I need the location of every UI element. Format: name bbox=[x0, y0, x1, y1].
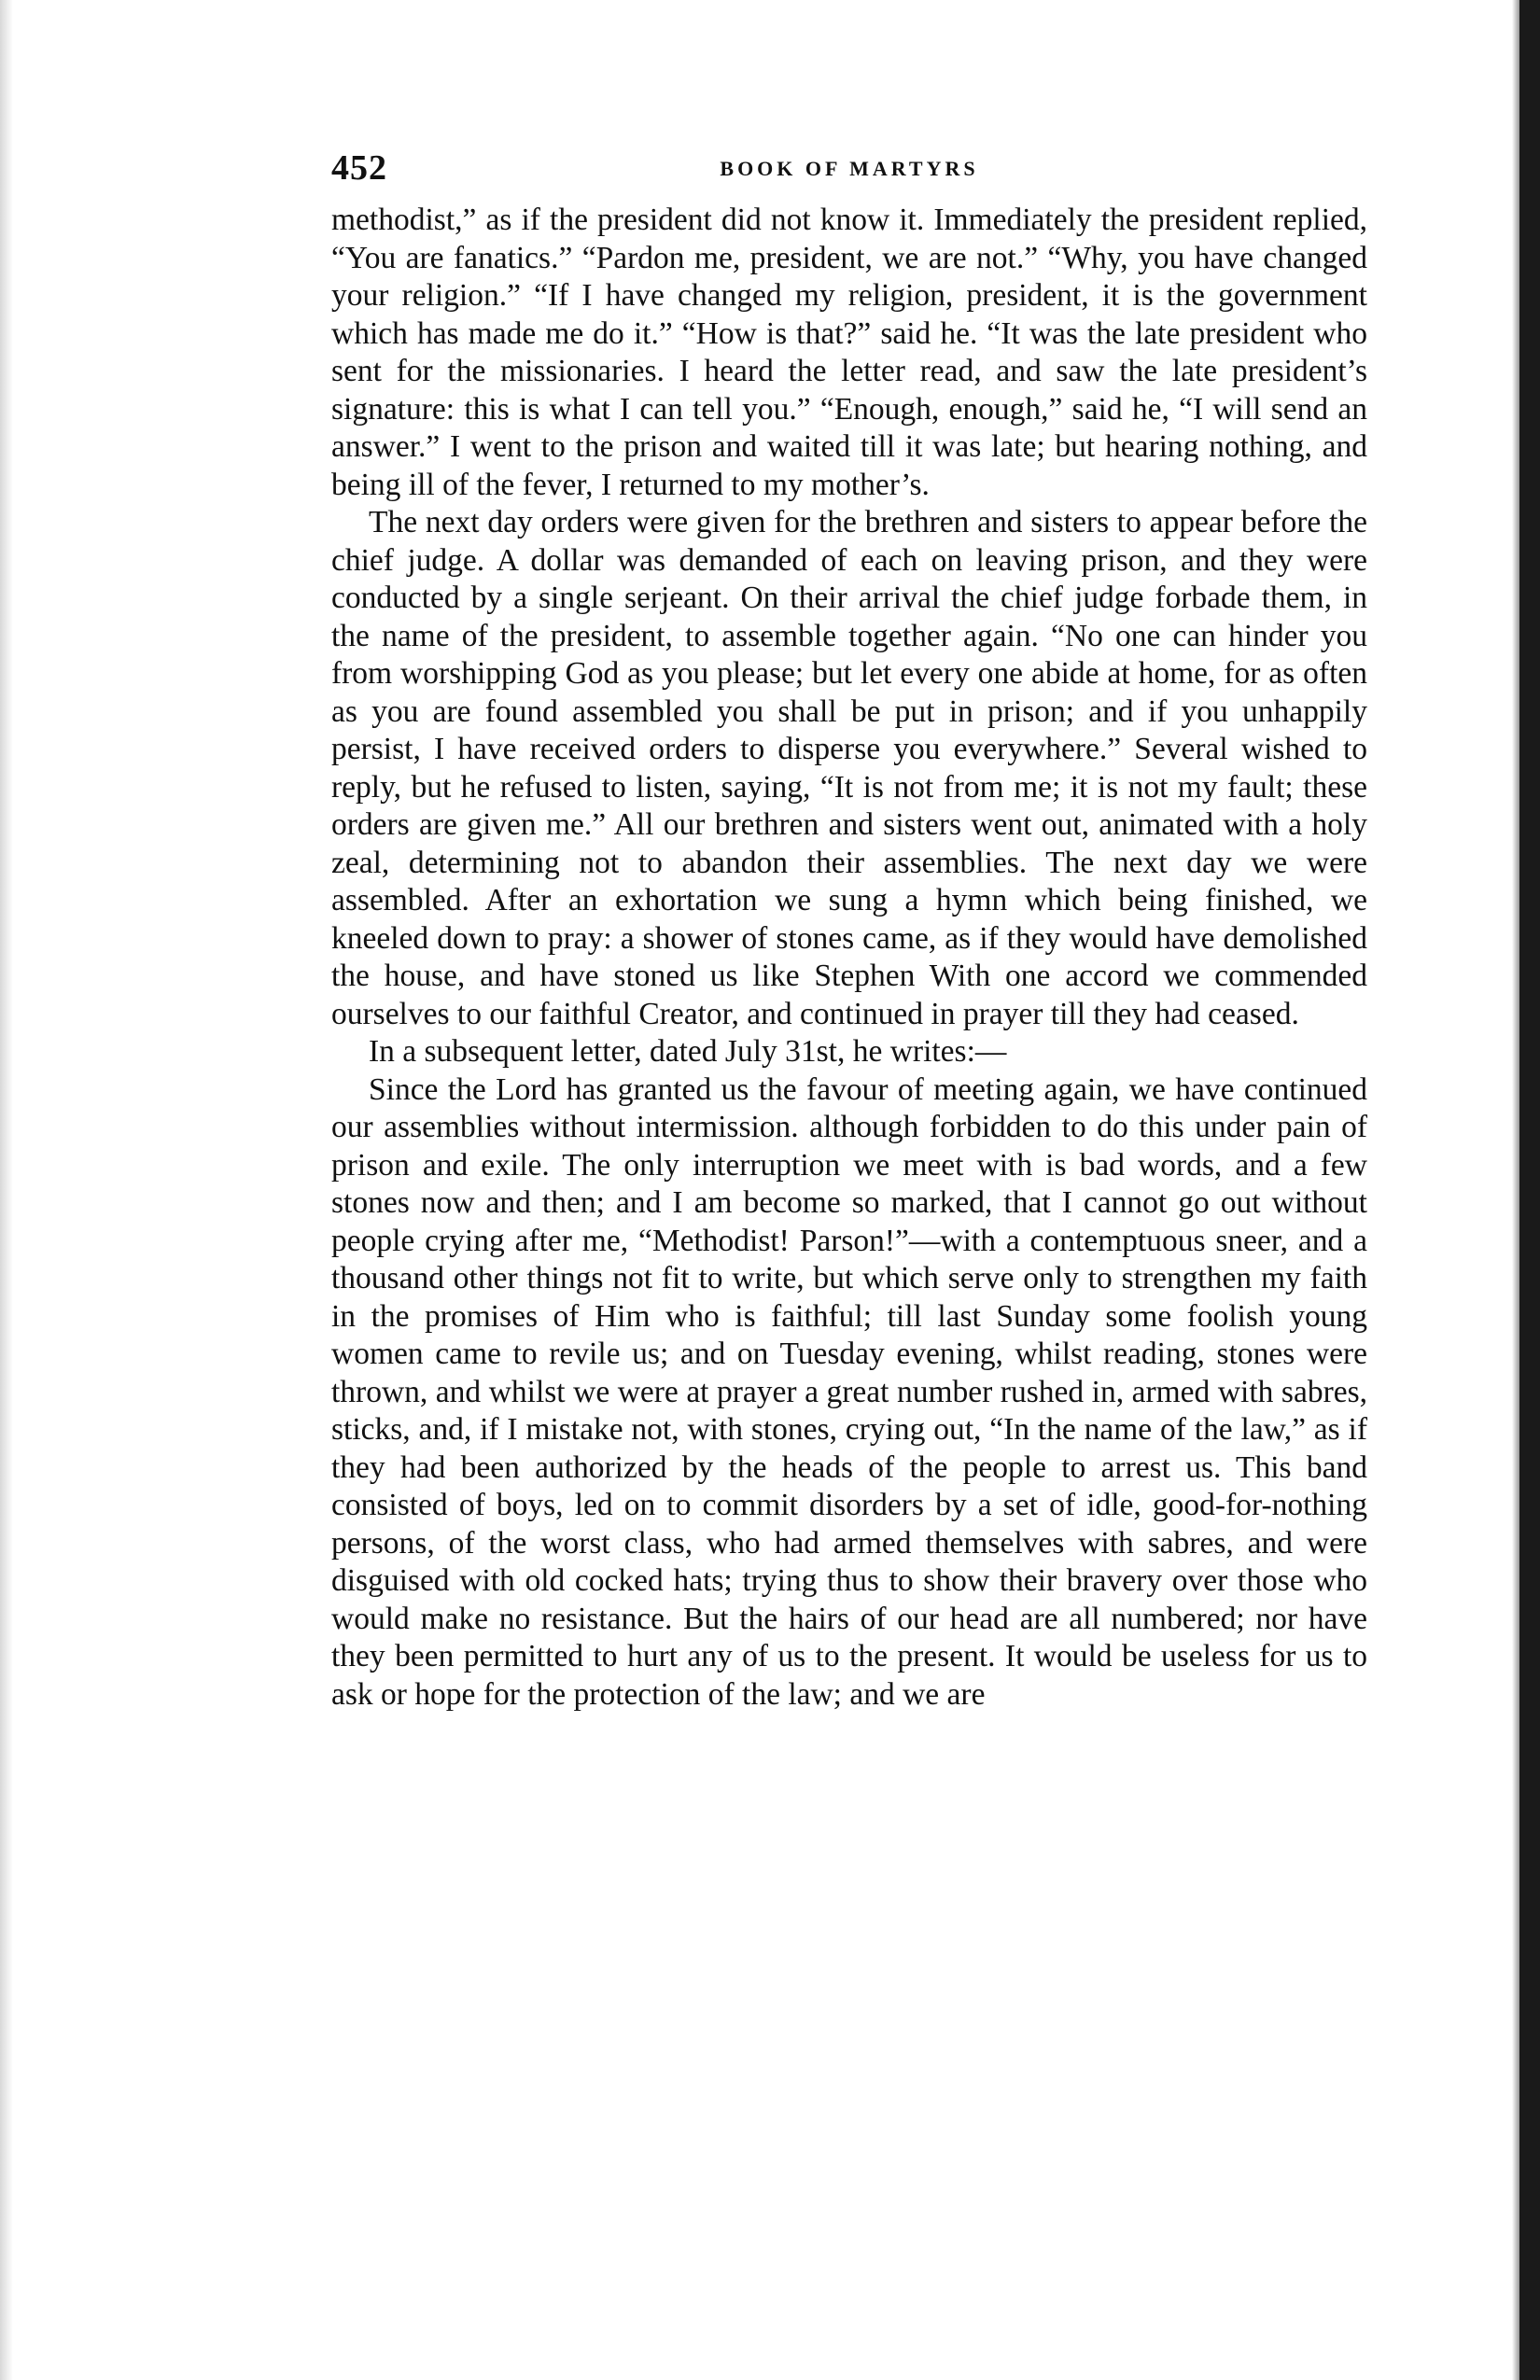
paragraph-letter-intro: In a subsequent letter, dated July 31st, he writes:— bbox=[369, 1034, 1007, 1069]
page-number: 452 bbox=[331, 148, 387, 188]
body-text bbox=[331, 202, 1367, 1714]
paragraph: The next day orders were given for the brethren and sisters to appear before the chief judge. A dollar was demanded of each on leaving prison, and they were conducted by a single serjeant. On their arrival the chief judge forbade them, in the name of the president, to assemble together again. “No one can hinder you from worshipping God as you please; but let every one abide at home, for as often as you are found assembled you shall be put in prison; and if you unhappily persist, I have received orders to disperse you everywhere.” Several wished to reply, but he refused to listen, saying, “It is not from me; it is not my fault; these orders are given me.” All our brethren and sisters went out, animated with a holy zeal, determining not to abandon their assemblies. The next day we were assembled. After an exhortation we sung a hymn which being finished, we kneeled down to pray: a shower of stones came, as if they would have demolished the house, and have stoned us like Stephen With one accord we commended ourselves to our faithful Creator, and continued in prayer till they had ceased. bbox=[331, 505, 1367, 1031]
scan-edge-right bbox=[1519, 0, 1540, 2380]
paragraph-continued: methodist,” as if the president did not know it. Immediately the president replied, “You are fanatics.” “Pardon me, president, we are not.” “Why, you have changed your religion.” “If I have changed my religion, president, it is the government which has made me do it.” “How is that?” said he. “It was the late president who sent for the missionaries. I heard the letter read, and saw the late president’s signature: this is what I can tell you.” “Enough, enough,” said he, “I will send an answer.” I went to the prison and waited till it was late; but hearing nothing, and being ill of the fever, I returned to my mother’s. bbox=[331, 203, 1367, 502]
scan-edge-left bbox=[0, 0, 13, 2380]
scan-edge-shadow bbox=[1512, 0, 1519, 2380]
running-head bbox=[331, 147, 1367, 202]
paragraph: Since the Lord has granted us the favour of meeting again, we have continued our assemblies without intermission. although forbidden to do this under pain of prison and exile. The only interruption we meet with is bad words, and a few stones now and then; and I am become so marked, that I cannot go out without people crying after me, “Methodist! Parson!”—with a contemptuous sneer, and a thousand other things not fit to write, but which serve only to strengthen my faith in the promises of Him who is faithful; till last Sunday some foolish young women came to revile us; and on Tuesday evening, whilst reading, stones were thrown, and whilst we were at prayer a great number rushed in, armed with sabres, sticks, and, if I mistake not, with stones, crying out, “In the name of the law,” as if they had been authorized by the heads of the people to arrest us. This band consisted of boys, led on to commit disorders by a set of idle, good-for-nothing persons, of the worst class, who had armed themselves with sabres, and were disguised with old cocked hats; trying thus to show their bravery over those who would make no resistance. But the hairs of our head are all numbered; nor have they been permitted to hurt any of us to the present. It would be useless for us to ask or hope for the protection of the law; and we are bbox=[331, 1071, 1367, 1712]
running-title: BOOK OF MARTYRS bbox=[720, 157, 979, 180]
book-page bbox=[331, 147, 1367, 1714]
